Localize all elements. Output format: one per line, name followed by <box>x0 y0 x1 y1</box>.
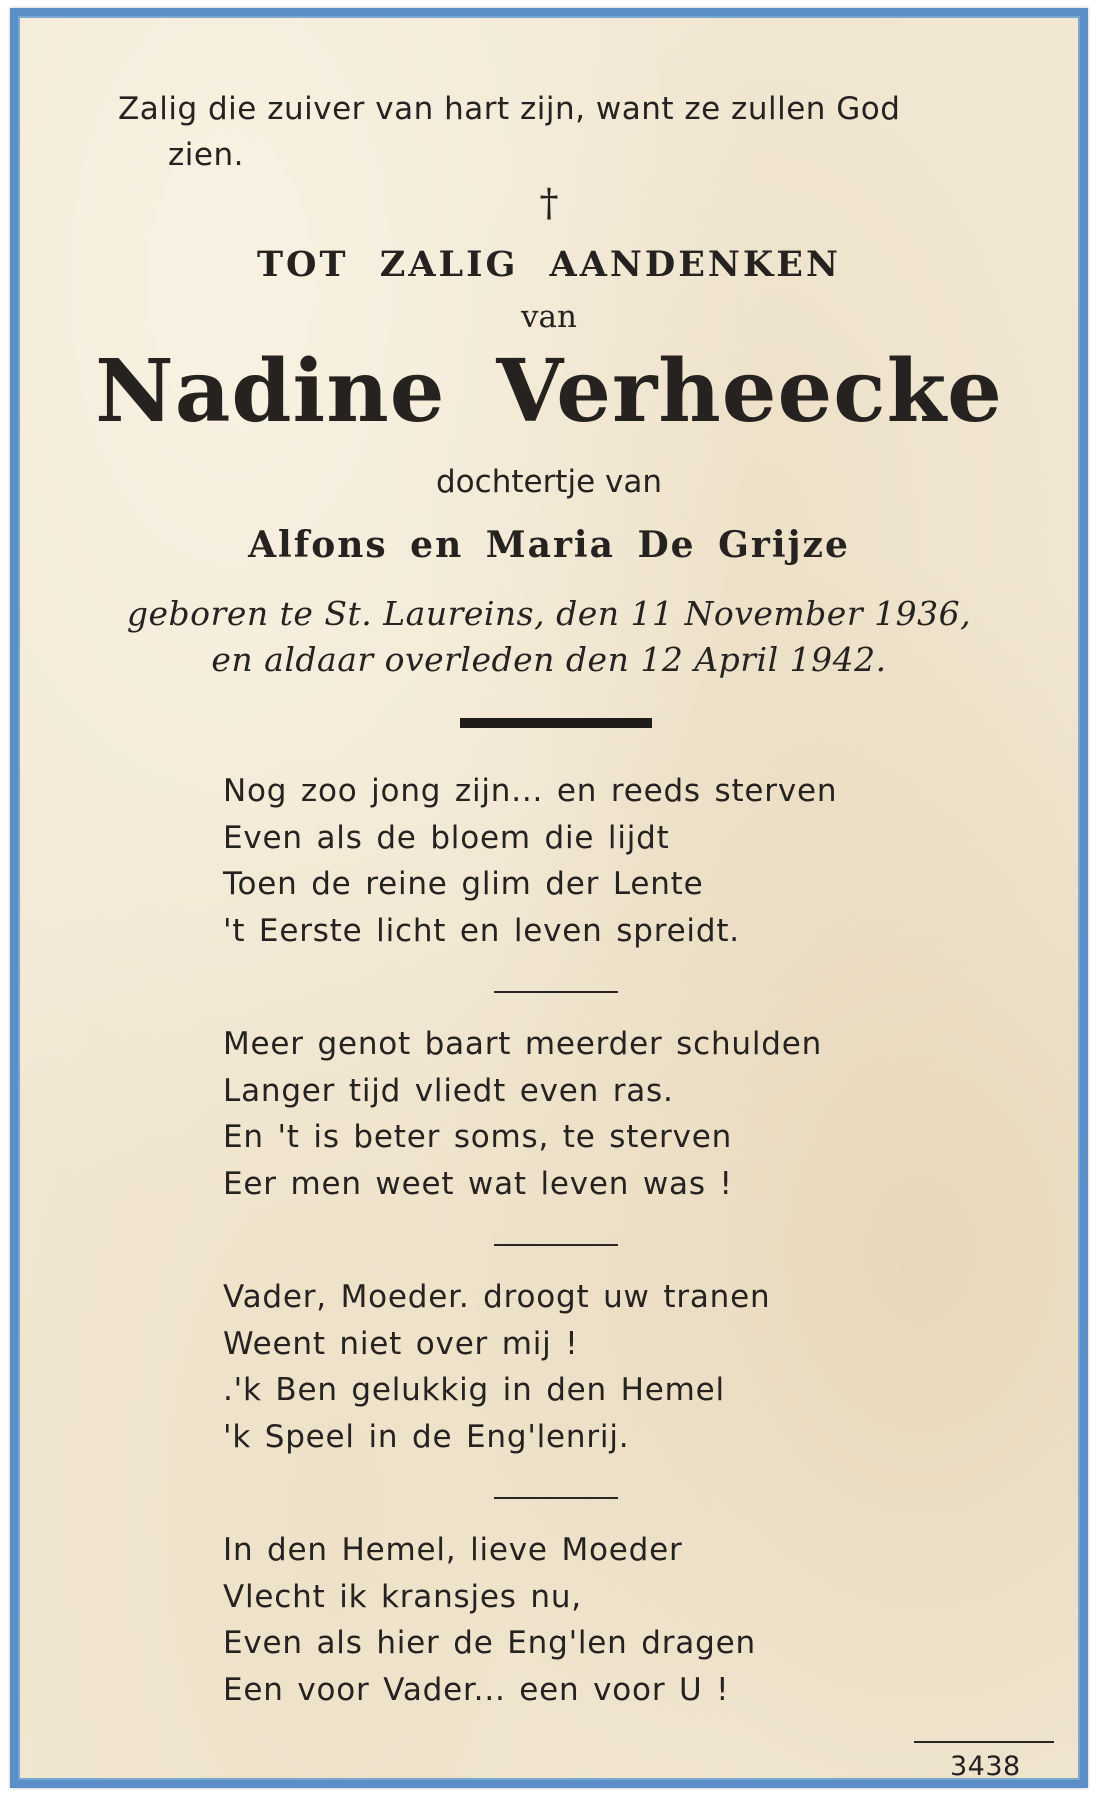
stanza-divider <box>494 991 618 993</box>
stanza-divider <box>494 1497 618 1499</box>
beatitude-line-2: zien. <box>168 137 244 173</box>
death-line: en aldaar overleden den 12 April 1942. <box>211 640 887 679</box>
print-code: 3438 <box>950 1751 1021 1782</box>
poem-line: .'k Ben gelukkig in den Hemel <box>223 1372 725 1408</box>
memorial-card <box>10 8 1088 1788</box>
poem-stanza-2 <box>223 1021 822 1207</box>
poem-stanza-4 <box>223 1527 756 1713</box>
poem-line: Even als de bloem die lijdt <box>223 819 670 856</box>
print-code-rule <box>914 1741 1054 1743</box>
beatitude-verse <box>118 86 1018 178</box>
poem-line: Meer genot baart meerder schulden <box>223 1026 823 1062</box>
daughter-of-label: dochtertje van <box>436 464 662 500</box>
poem-line: In den Hemel, lieve Moeder <box>223 1532 683 1568</box>
thick-divider <box>460 718 652 728</box>
deceased-name: Nadine Verheecke <box>95 341 1003 442</box>
poem-line: 'k Speel in de Eng'lenrij. <box>223 1418 630 1455</box>
parents-names: Alfons en Maria De Grijze <box>248 524 850 566</box>
poem-stanza-1 <box>223 768 837 954</box>
poem-line: 't Eerste licht en leven spreidt. <box>223 912 740 949</box>
cross-icon: † <box>539 181 559 225</box>
van-label: van <box>521 299 577 335</box>
poem-line: Langer tijd vliedt even ras. <box>223 1072 674 1109</box>
poem-line: Eer men weet wat leven was ! <box>223 1165 733 1202</box>
poem-line: En 't is beter soms, te sterven <box>223 1119 733 1155</box>
poem-line: Vlecht ik kransjes nu, <box>223 1578 582 1615</box>
poem-line: Weent niet over mij ! <box>223 1325 579 1362</box>
poem-line: Een voor Vader... een voor U ! <box>223 1671 730 1708</box>
stanza-divider <box>494 1244 618 1246</box>
memorial-heading: TOT ZALIG AANDENKEN <box>257 244 841 285</box>
poem-line: Nog zoo jong zijn... en reeds sterven <box>223 773 838 809</box>
poem-line: Toen de reine glim der Lente <box>223 866 704 902</box>
poem-stanza-3 <box>223 1274 770 1460</box>
beatitude-line-1: Zalig die zuiver van hart zijn, want ze zullen God <box>118 91 901 127</box>
poem-line: Vader, Moeder. droogt uw tranen <box>223 1279 771 1315</box>
poem-line: Even als hier de Eng'len dragen <box>223 1625 756 1661</box>
birth-line: geboren te St. Laureins, den 11 November 1936, <box>126 594 972 633</box>
